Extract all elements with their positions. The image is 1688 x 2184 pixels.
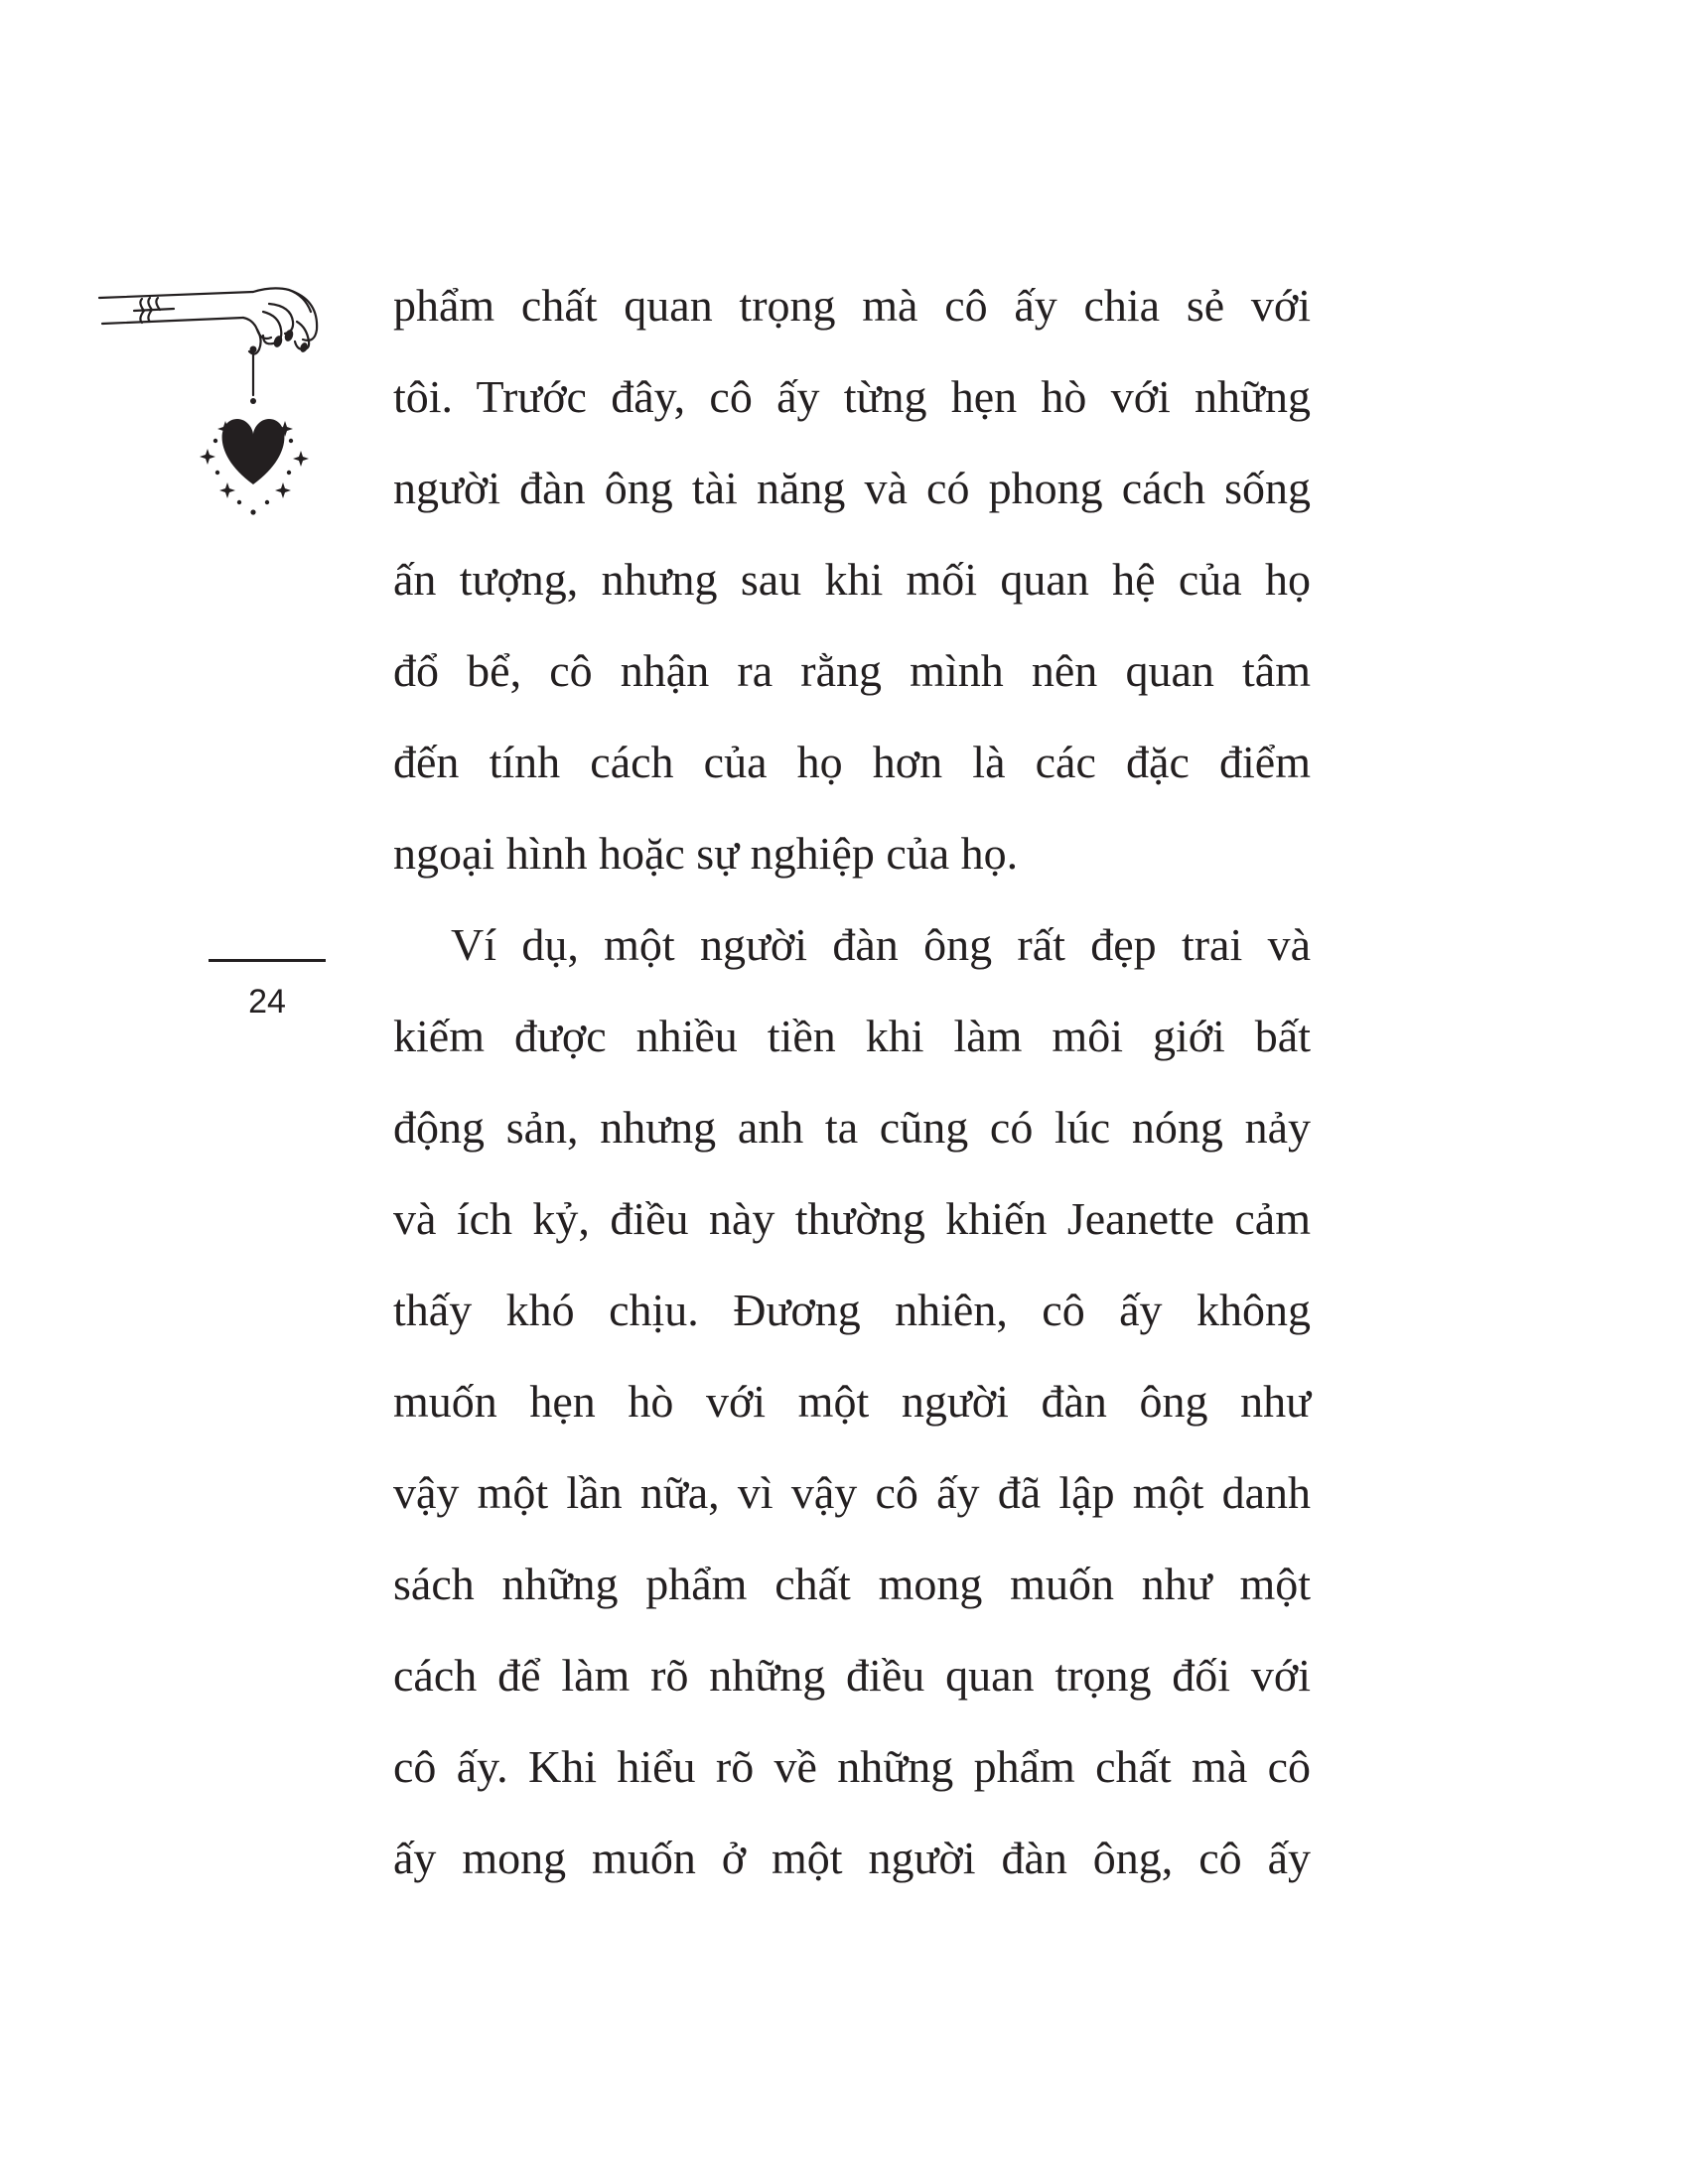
- text-line: động sản, nhưng anh ta cũng có lúc nóng nảy: [393, 1102, 1311, 1153]
- text-line: muốn hẹn hò với một người đàn ông như: [393, 1376, 1311, 1427]
- text-line: và ích kỷ, điều này thường khiến Jeanette cảm: [393, 1193, 1311, 1244]
- text-line: thấy khó chịu. Đương nhiên, cô ấy không: [393, 1285, 1311, 1335]
- text-line: Ví dụ, một người đàn ông rất đẹp trai và: [451, 919, 1311, 970]
- text-line: phẩm chất quan trọng mà cô ấy chia sẻ với: [393, 280, 1311, 331]
- text-line: vậy một lần nữa, vì vậy cô ấy đã lập một danh: [393, 1467, 1311, 1518]
- hand-holding-heart-pendant-icon: [94, 278, 333, 546]
- text-line: đổ bể, cô nhận ra rằng mình nên quan tâm: [393, 645, 1311, 696]
- paragraph-2: [393, 899, 1311, 1904]
- text-line: cô ấy. Khi hiểu rõ về những phẩm chất mà cô: [393, 1741, 1311, 1792]
- text-line: kiếm được nhiều tiền khi làm môi giới bất: [393, 1011, 1311, 1061]
- text-line: tôi. Trước đây, cô ấy từng hẹn hò với những: [393, 371, 1311, 422]
- page-number: 24: [248, 983, 286, 1021]
- text-line: sách những phẩm chất mong muốn như một: [393, 1559, 1311, 1609]
- text-line: cách để làm rõ những điều quan trọng đối với: [393, 1650, 1311, 1701]
- text-line: ấy mong muốn ở một người đàn ông, cô ấy: [393, 1833, 1311, 1883]
- paragraph-1: [393, 260, 1311, 899]
- body-text: [393, 260, 1311, 1904]
- text-line: đến tính cách của họ hơn là các đặc điểm: [393, 737, 1311, 787]
- text-line: ngoại hình hoặc sự nghiệp của họ.: [393, 828, 1019, 879]
- text-line: người đàn ông tài năng và có phong cách sống: [393, 463, 1311, 513]
- text-line: ấn tượng, nhưng sau khi mối quan hệ của họ: [393, 554, 1311, 605]
- margin-divider: [209, 959, 326, 962]
